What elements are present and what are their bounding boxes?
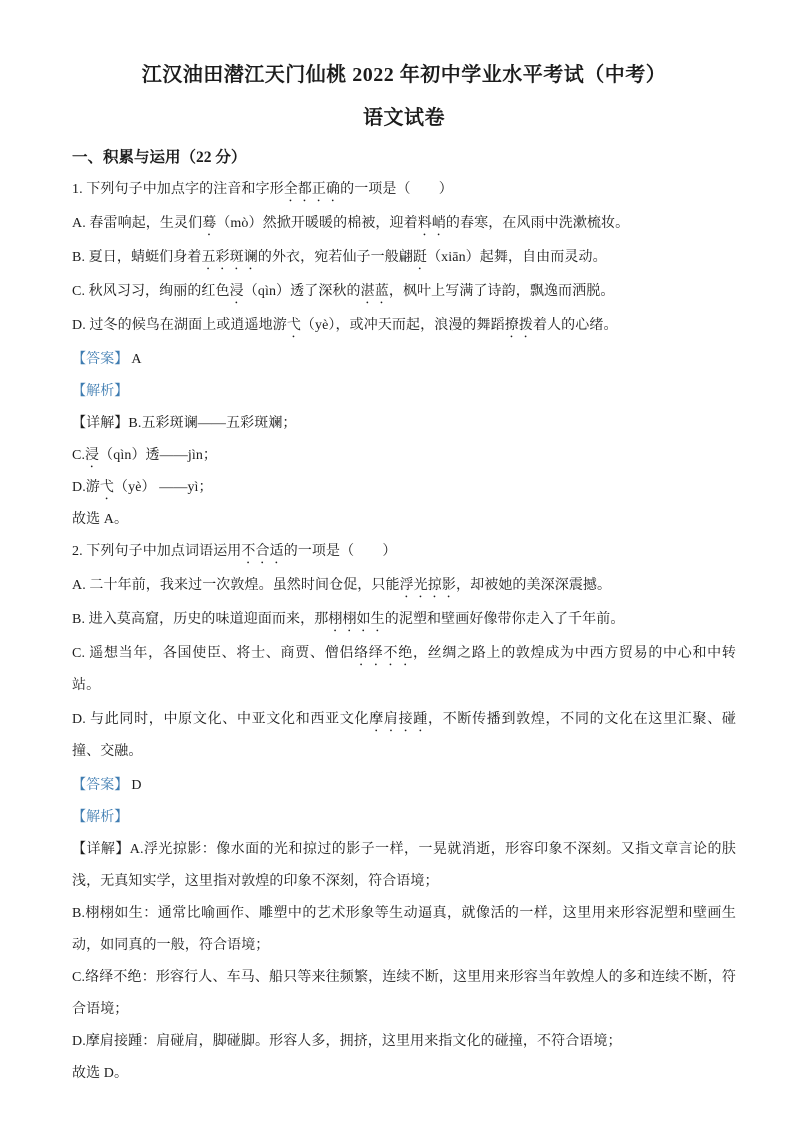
- q1-option-a: [72, 208, 736, 240]
- q2-option-a: [72, 570, 736, 602]
- text-segment: （qìn）透——jìn；: [99, 448, 218, 463]
- document-title-line2: 语文试卷: [363, 107, 445, 129]
- text-segment: A. 春雷响起，生灵们: [72, 216, 203, 231]
- q1-option-b: [72, 242, 736, 274]
- text-segment: D.摩肩接踵：肩碰肩，脚碰脚。形容人多，拥挤，这里用来指文化的碰撞，不符合语境；: [72, 1034, 622, 1049]
- q1-stem: [72, 174, 736, 206]
- text-segment: （yè），或冲天而起，浪漫的舞蹈: [300, 318, 505, 333]
- text-segment: （qìn）透了深秋的: [243, 284, 361, 299]
- q2-option-b: [72, 604, 736, 636]
- q2-analysis-label: [72, 802, 736, 834]
- emphasized-text: 弋: [286, 318, 301, 333]
- q2-detail-line: [72, 962, 736, 1026]
- text-segment: D. 过冬的候鸟在湖面上或逍遥地游: [72, 318, 287, 333]
- text-segment: 故选 A。: [72, 512, 129, 527]
- text-segment: 2. 下列句子中加点词语运用: [72, 544, 242, 559]
- text-segment: D. 与此同时，中原文化、中亚文化和西亚文化: [72, 712, 370, 727]
- q2-option-d: [72, 704, 736, 768]
- text-segment: 的一项是（ ）: [340, 182, 453, 197]
- text-segment: （mò）然掀开暖暖的棉被，迎着: [216, 216, 418, 231]
- marker-label: 【解析】: [72, 384, 129, 399]
- q1-conclusion: [72, 504, 736, 536]
- text-segment: B. 夏日，蜻蜓们身着: [72, 250, 202, 265]
- emphasized-text: 五彩斑谰: [201, 250, 258, 265]
- emphasized-text: 全都正确: [283, 182, 341, 197]
- text-segment: D.游: [72, 480, 100, 495]
- text-segment: 【详解】A.浮光掠影：像水面的光和掠过的影子一样，一晃就消逝，形容印象不深刻。又指文章言论的肤浅，无真知实学，这里指对敦煌的印象不深刻，符合语境；: [72, 842, 736, 889]
- text-segment: C.: [72, 448, 86, 463]
- text-segment: ，却被她的美深深震撼。: [456, 578, 612, 593]
- marker-label: 【答案】: [72, 352, 129, 367]
- text-segment: 着人的心绪。: [532, 318, 618, 333]
- q2-answer-line: [72, 770, 736, 802]
- q2-stem: [72, 536, 736, 568]
- text-segment: （yè） ——yì；: [114, 480, 213, 495]
- text-segment: C. 秋风习习，绚丽的红色: [72, 284, 230, 299]
- emphasized-text: 栩栩如生: [328, 612, 385, 627]
- text-segment: 的泥塑和壁画好像带你走入了千年前。: [384, 612, 625, 627]
- text-segment: B. 进入莫高窟，历史的味道迎面而来，那: [72, 612, 329, 627]
- q1-option-c: [72, 276, 736, 308]
- text-segment: ，丝绸之路上的敦煌成为中西方贸易的中心和中转站。: [72, 646, 737, 693]
- emphasized-text: 浮光掠影: [399, 578, 457, 593]
- q2-conclusion: [72, 1058, 736, 1090]
- q1-detail-line: [72, 408, 736, 440]
- emphasized-text: 摩肩接踵: [369, 712, 428, 727]
- marker-label: 【答案】: [72, 778, 129, 793]
- emphasized-text: 湛蓝: [360, 284, 389, 299]
- text-segment: A: [131, 352, 142, 367]
- text-segment: （xiān）起舞，自由而灵动。: [427, 250, 607, 265]
- text-segment: B.栩栩如生：通常比喻画作、雕塑中的艺术形象等生动逼真，就像活的一样，这里用来形容泥塑和壁画生动，如同真的一般，符合语境；: [72, 906, 736, 953]
- text-segment: 的春寒，在风雨中洗漱梳妆。: [445, 216, 630, 231]
- q2-detail-line: [72, 834, 736, 898]
- emphasized-text: 弋: [99, 480, 115, 495]
- q2-option-c: [72, 638, 736, 702]
- marker-label: 【解析】: [72, 810, 129, 825]
- text-segment: 1. 下列句子中加点字的注音和字形: [72, 182, 284, 197]
- q1-analysis-label: [72, 376, 736, 408]
- emphasized-text: 撩拨: [504, 318, 533, 333]
- emphasized-text: 跹: [412, 250, 428, 265]
- emphasized-text: 络绎不绝: [354, 646, 413, 661]
- q1-detail-line: [72, 472, 736, 504]
- text-segment: A. 二十年前，我来过一次敦煌。虽然时间仓促，只能: [72, 578, 400, 593]
- q2-detail-line: [72, 898, 736, 962]
- emphasized-text: 蓦: [202, 216, 217, 231]
- emphasized-text: 料峭: [417, 216, 446, 231]
- text-segment: 【详解】B.五彩斑谰——五彩斑斓；: [72, 416, 297, 431]
- q1-answer-line: [72, 344, 736, 376]
- document-title-line1: 江汉油田潜江天门仙桃 2022 年初中学业水平考试（中考）: [141, 64, 667, 86]
- text-segment: 的一项是（ ）: [283, 544, 397, 559]
- emphasized-text: 浸: [85, 448, 100, 463]
- text-segment: 的外衣，宛若仙子一般翩: [257, 250, 413, 265]
- q1-option-d: [72, 310, 736, 342]
- text-segment: C. 遥想当年，各国使臣、将士、商贾、僧侣: [72, 646, 355, 661]
- q1-detail-line: [72, 440, 736, 472]
- text-segment: 故选 D。: [72, 1066, 129, 1081]
- text-segment: ，不断传播到敦煌，不同的文化在这里汇聚、碰撞、交融。: [72, 712, 736, 759]
- q2-detail-line: [72, 1026, 736, 1058]
- emphasized-text: 浸: [229, 284, 244, 299]
- text-segment: ，枫叶上写满了诗韵，飘逸而洒脱。: [388, 284, 615, 299]
- text-segment: C.络绎不绝：形容行人、车马、船只等来往频繁，连续不断，这里用来形容当年敦煌人的多和连续不断，符合语境；: [72, 970, 736, 1017]
- section-heading: 一、积累与运用（22 分）: [72, 149, 247, 166]
- text-segment: D: [131, 778, 142, 793]
- emphasized-text: 不合适: [241, 544, 284, 559]
